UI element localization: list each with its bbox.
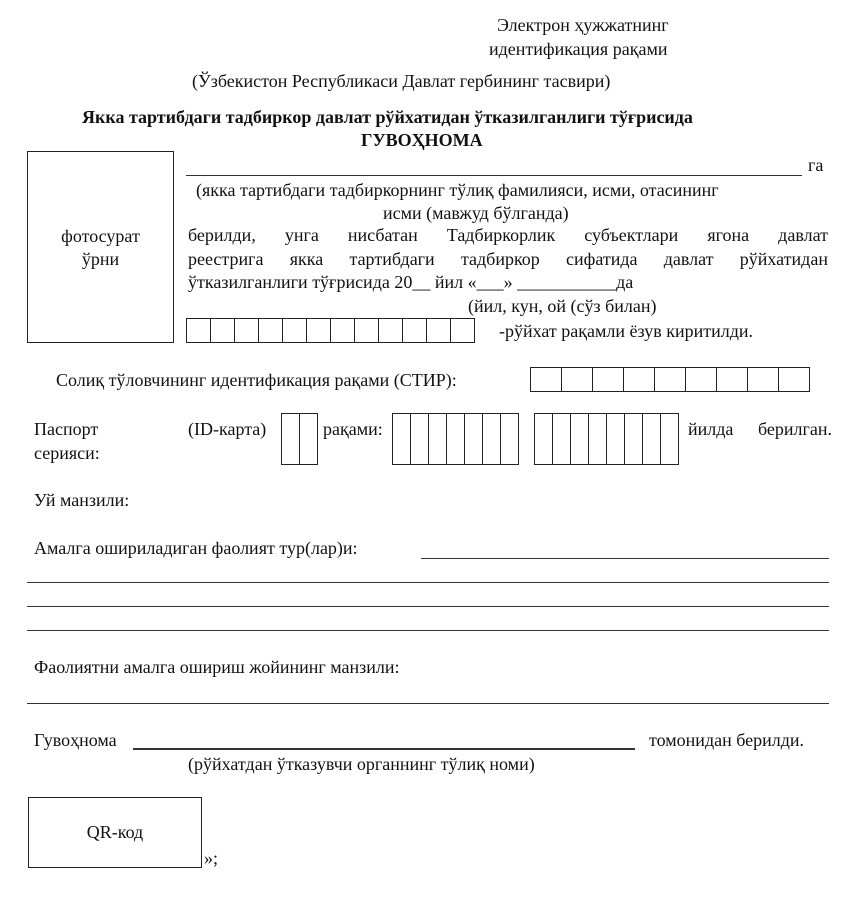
- reg-cell[interactable]: [330, 318, 355, 343]
- photo-placeholder: [27, 151, 174, 343]
- date-cell[interactable]: [660, 413, 679, 465]
- reg-cell[interactable]: [258, 318, 283, 343]
- recipient-hint-line2: исми (мавжуд бўлганда): [383, 203, 569, 223]
- tin-cell[interactable]: [716, 367, 748, 392]
- qr-trailing-quote: »;: [204, 848, 219, 868]
- registration-suffix: -рўйхат рақамли ёзув киритилди.: [499, 321, 754, 341]
- tin-cell[interactable]: [592, 367, 624, 392]
- activity-line-1[interactable]: [421, 558, 829, 559]
- body-line-3: ўтказилганлиги тўғрисида 20__ йил «___» ___________да: [188, 272, 634, 292]
- date-cell[interactable]: [570, 413, 589, 465]
- tin-cell[interactable]: [654, 367, 686, 392]
- qr-code-label: QR-код: [86, 822, 144, 842]
- tin-cell[interactable]: [778, 367, 810, 392]
- tin-cell[interactable]: [530, 367, 562, 392]
- number-cell[interactable]: [482, 413, 501, 465]
- issuer-label: Гувоҳнома: [34, 730, 117, 750]
- activity-line-3[interactable]: [27, 606, 829, 607]
- doc-id-label-line2: идентификация рақами: [489, 39, 668, 59]
- body-line-2: реестрига якка тартибдаги тадбиркор сифатида давлат рўйхатидан: [188, 249, 828, 269]
- reg-cell[interactable]: [354, 318, 379, 343]
- date-cell[interactable]: [642, 413, 661, 465]
- recipient-suffix: га: [808, 155, 824, 175]
- passport-issue-date-cells[interactable]: [534, 413, 679, 465]
- tin-cell[interactable]: [747, 367, 779, 392]
- number-cell[interactable]: [464, 413, 483, 465]
- reg-cell[interactable]: [234, 318, 259, 343]
- reg-cell[interactable]: [378, 318, 403, 343]
- reg-cell[interactable]: [210, 318, 235, 343]
- date-cell[interactable]: [534, 413, 553, 465]
- reg-cell[interactable]: [306, 318, 331, 343]
- tin-cell[interactable]: [561, 367, 593, 392]
- passport-number-cells[interactable]: [392, 413, 519, 465]
- home-address-label: Уй манзили:: [34, 490, 130, 510]
- issuer-hint: (рўйхатдан ўтказувчи органнинг тўлиқ номи): [188, 754, 535, 774]
- tin-cell[interactable]: [623, 367, 655, 392]
- photo-label-line1: фотосурат: [61, 226, 140, 246]
- number-cell[interactable]: [392, 413, 411, 465]
- series-cell[interactable]: [281, 413, 300, 465]
- issuer-name-line[interactable]: [133, 748, 635, 750]
- series-cell[interactable]: [299, 413, 318, 465]
- activity-place-label: Фаолиятни амалга ошириш жойининг манзили:: [34, 657, 400, 677]
- reg-cell[interactable]: [186, 318, 211, 343]
- number-cell[interactable]: [500, 413, 519, 465]
- issuer-suffix: томонидан берилди.: [649, 730, 805, 750]
- passport-label-line1: Паспорт: [34, 419, 99, 439]
- date-cell[interactable]: [606, 413, 625, 465]
- recipient-name-line: [186, 175, 802, 176]
- activity-place-line[interactable]: [27, 703, 829, 704]
- emblem-note: (Ўзбекистон Республикаси Давлат гербининг тасвири): [192, 71, 611, 91]
- body-line-1: берилди, унга нисбатан Тадбиркорлик субъектлари ягона давлат: [188, 225, 828, 245]
- activity-line-4[interactable]: [27, 630, 829, 631]
- tin-cells[interactable]: [530, 367, 810, 392]
- photo-label-line2: ўрни: [81, 249, 120, 269]
- reg-cell[interactable]: [450, 318, 475, 343]
- recipient-hint-line1: (якка тартибдаги тадбиркорнинг тўлиқ фамилияси, исми, отасининг: [196, 180, 719, 200]
- date-cell[interactable]: [552, 413, 571, 465]
- registration-number-cells[interactable]: [186, 318, 475, 343]
- reg-cell[interactable]: [402, 318, 427, 343]
- passport-label-line2: серияси:: [34, 443, 100, 463]
- date-cell[interactable]: [588, 413, 607, 465]
- reg-cell[interactable]: [282, 318, 307, 343]
- number-cell[interactable]: [410, 413, 429, 465]
- reg-cell[interactable]: [426, 318, 451, 343]
- id-card-label: (ID-карта): [188, 419, 267, 439]
- date-hint: (йил, кун, ой (сўз билан): [468, 296, 657, 316]
- passport-series-cells[interactable]: [281, 413, 318, 465]
- document-title-certificate: ГУВОҲНОМА: [361, 130, 483, 150]
- date-cell[interactable]: [624, 413, 643, 465]
- activity-line-2[interactable]: [27, 582, 829, 583]
- tin-cell[interactable]: [685, 367, 717, 392]
- passport-number-label: рақами:: [323, 419, 383, 439]
- number-cell[interactable]: [428, 413, 447, 465]
- passport-issued-text: йилда берилган.: [688, 419, 832, 439]
- tin-label: Солиқ тўловчининг идентификация рақами (СТИР):: [56, 370, 457, 390]
- document-title: Якка тартибдаги тадбиркор давлат рўйхатидан ўтказилганлиги тўғрисида: [82, 107, 693, 127]
- qr-code-placeholder: [28, 797, 202, 868]
- number-cell[interactable]: [446, 413, 465, 465]
- doc-id-label-line1: Электрон ҳужжатнинг: [497, 15, 669, 35]
- activity-types-label: Амалга ошириладиган фаолият тур(лар)и:: [34, 538, 358, 558]
